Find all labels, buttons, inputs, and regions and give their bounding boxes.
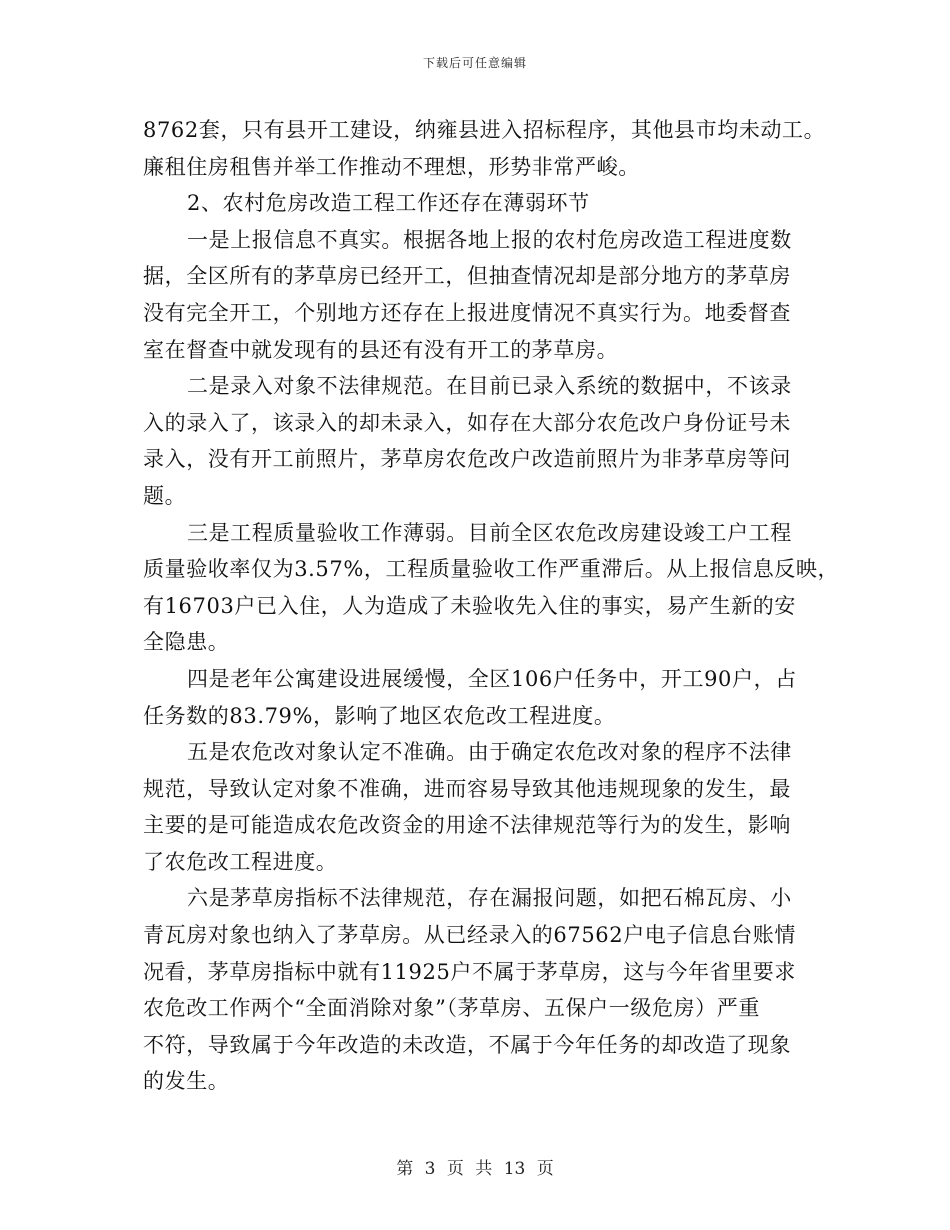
text-line: 质量验收率仅为3.57%，工程质量验收工作严重滞后。从上报信息反映， xyxy=(143,557,840,582)
text-line: 入的录入了，该录入的却未录入，如存在大部分农危改户身份证号未 xyxy=(143,410,791,435)
text-line: 廉租住房租售并举工作推动不理想，形势非常严峻。 xyxy=(143,154,640,179)
text-line: 任务数的83.79%，影响了地区农危改工程进度。 xyxy=(143,703,616,728)
text-line: 的发生。 xyxy=(143,1069,230,1094)
text-line: 室在督查中就发现有的县还有没有开工的茅草房。 xyxy=(143,337,619,362)
text-line: 农危改工作两个“全面消除对象”（茅草房、五保户一级危房）严重 xyxy=(143,996,760,1021)
paragraph-start: 一是上报信息不真实。根据各地上报的农村危房改造工程进度数 xyxy=(187,227,792,252)
paragraph-start: 三是工程质量验收工作薄弱。目前全区农危改房建设竣工户工程 xyxy=(187,520,792,545)
text-line: 主要的是可能造成农危改资金的用途不法律规范等行为的发生，影响 xyxy=(143,813,791,838)
section-heading: 2、农村危房改造工程工作还存在薄弱环节 xyxy=(187,191,590,216)
page-number-footer: 第 3 页 共 13 页 xyxy=(396,1159,554,1179)
text-line: 不符，导致属于今年改造的未改造，不属于今年任务的却改造了现象 xyxy=(143,1032,791,1057)
page-header-note: 下载后可任意编辑 xyxy=(422,56,527,70)
text-line: 全隐患。 xyxy=(143,630,230,655)
text-line: 况看，茅草房指标中就有11925户不属于茅草房，这与今年省里要求 xyxy=(143,959,797,984)
text-line: 规范，导致认定对象不准确，进而容易导致其他违规现象的发生，最 xyxy=(143,776,791,801)
paragraph-start: 五是农危改对象认定不准确。由于确定农危改对象的程序不法律 xyxy=(187,740,792,765)
text-line: 了农危改工程进度。 xyxy=(143,849,338,874)
text-line: 青瓦房对象也纳入了茅草房。从已经录入的67562户电子信息台账情 xyxy=(143,923,797,948)
paragraph-start: 四是老年公寓建设进展缓慢，全区106户任务中，开工90户，占 xyxy=(187,666,797,691)
text-line: 有16703户已入住，人为造成了未验收先入住的事实，易产生新的安 xyxy=(143,593,797,618)
paragraph-start: 二是录入对象不法律规范。在目前已录入系统的数据中，不该录 xyxy=(187,374,792,399)
text-line: 8762套，只有县开工建设，纳雍县进入招标程序，其他县市均未动工。 xyxy=(143,118,826,142)
document-body xyxy=(143,112,840,1100)
text-line: 题。 xyxy=(143,483,187,508)
text-line: 没有完全开工，个别地方还存在上报进度情况不真实行为。地委督查 xyxy=(143,300,791,325)
text-line: 录入，没有开工前照片，茅草房农危改户改造前照片为非茅草房等问 xyxy=(143,447,791,472)
paragraph-start: 六是茅草房指标不法律规范，存在漏报问题，如把石棉瓦房、小 xyxy=(187,886,792,911)
text-line: 据，全区所有的茅草房已经开工，但抽查情况却是部分地方的茅草房 xyxy=(143,264,791,289)
